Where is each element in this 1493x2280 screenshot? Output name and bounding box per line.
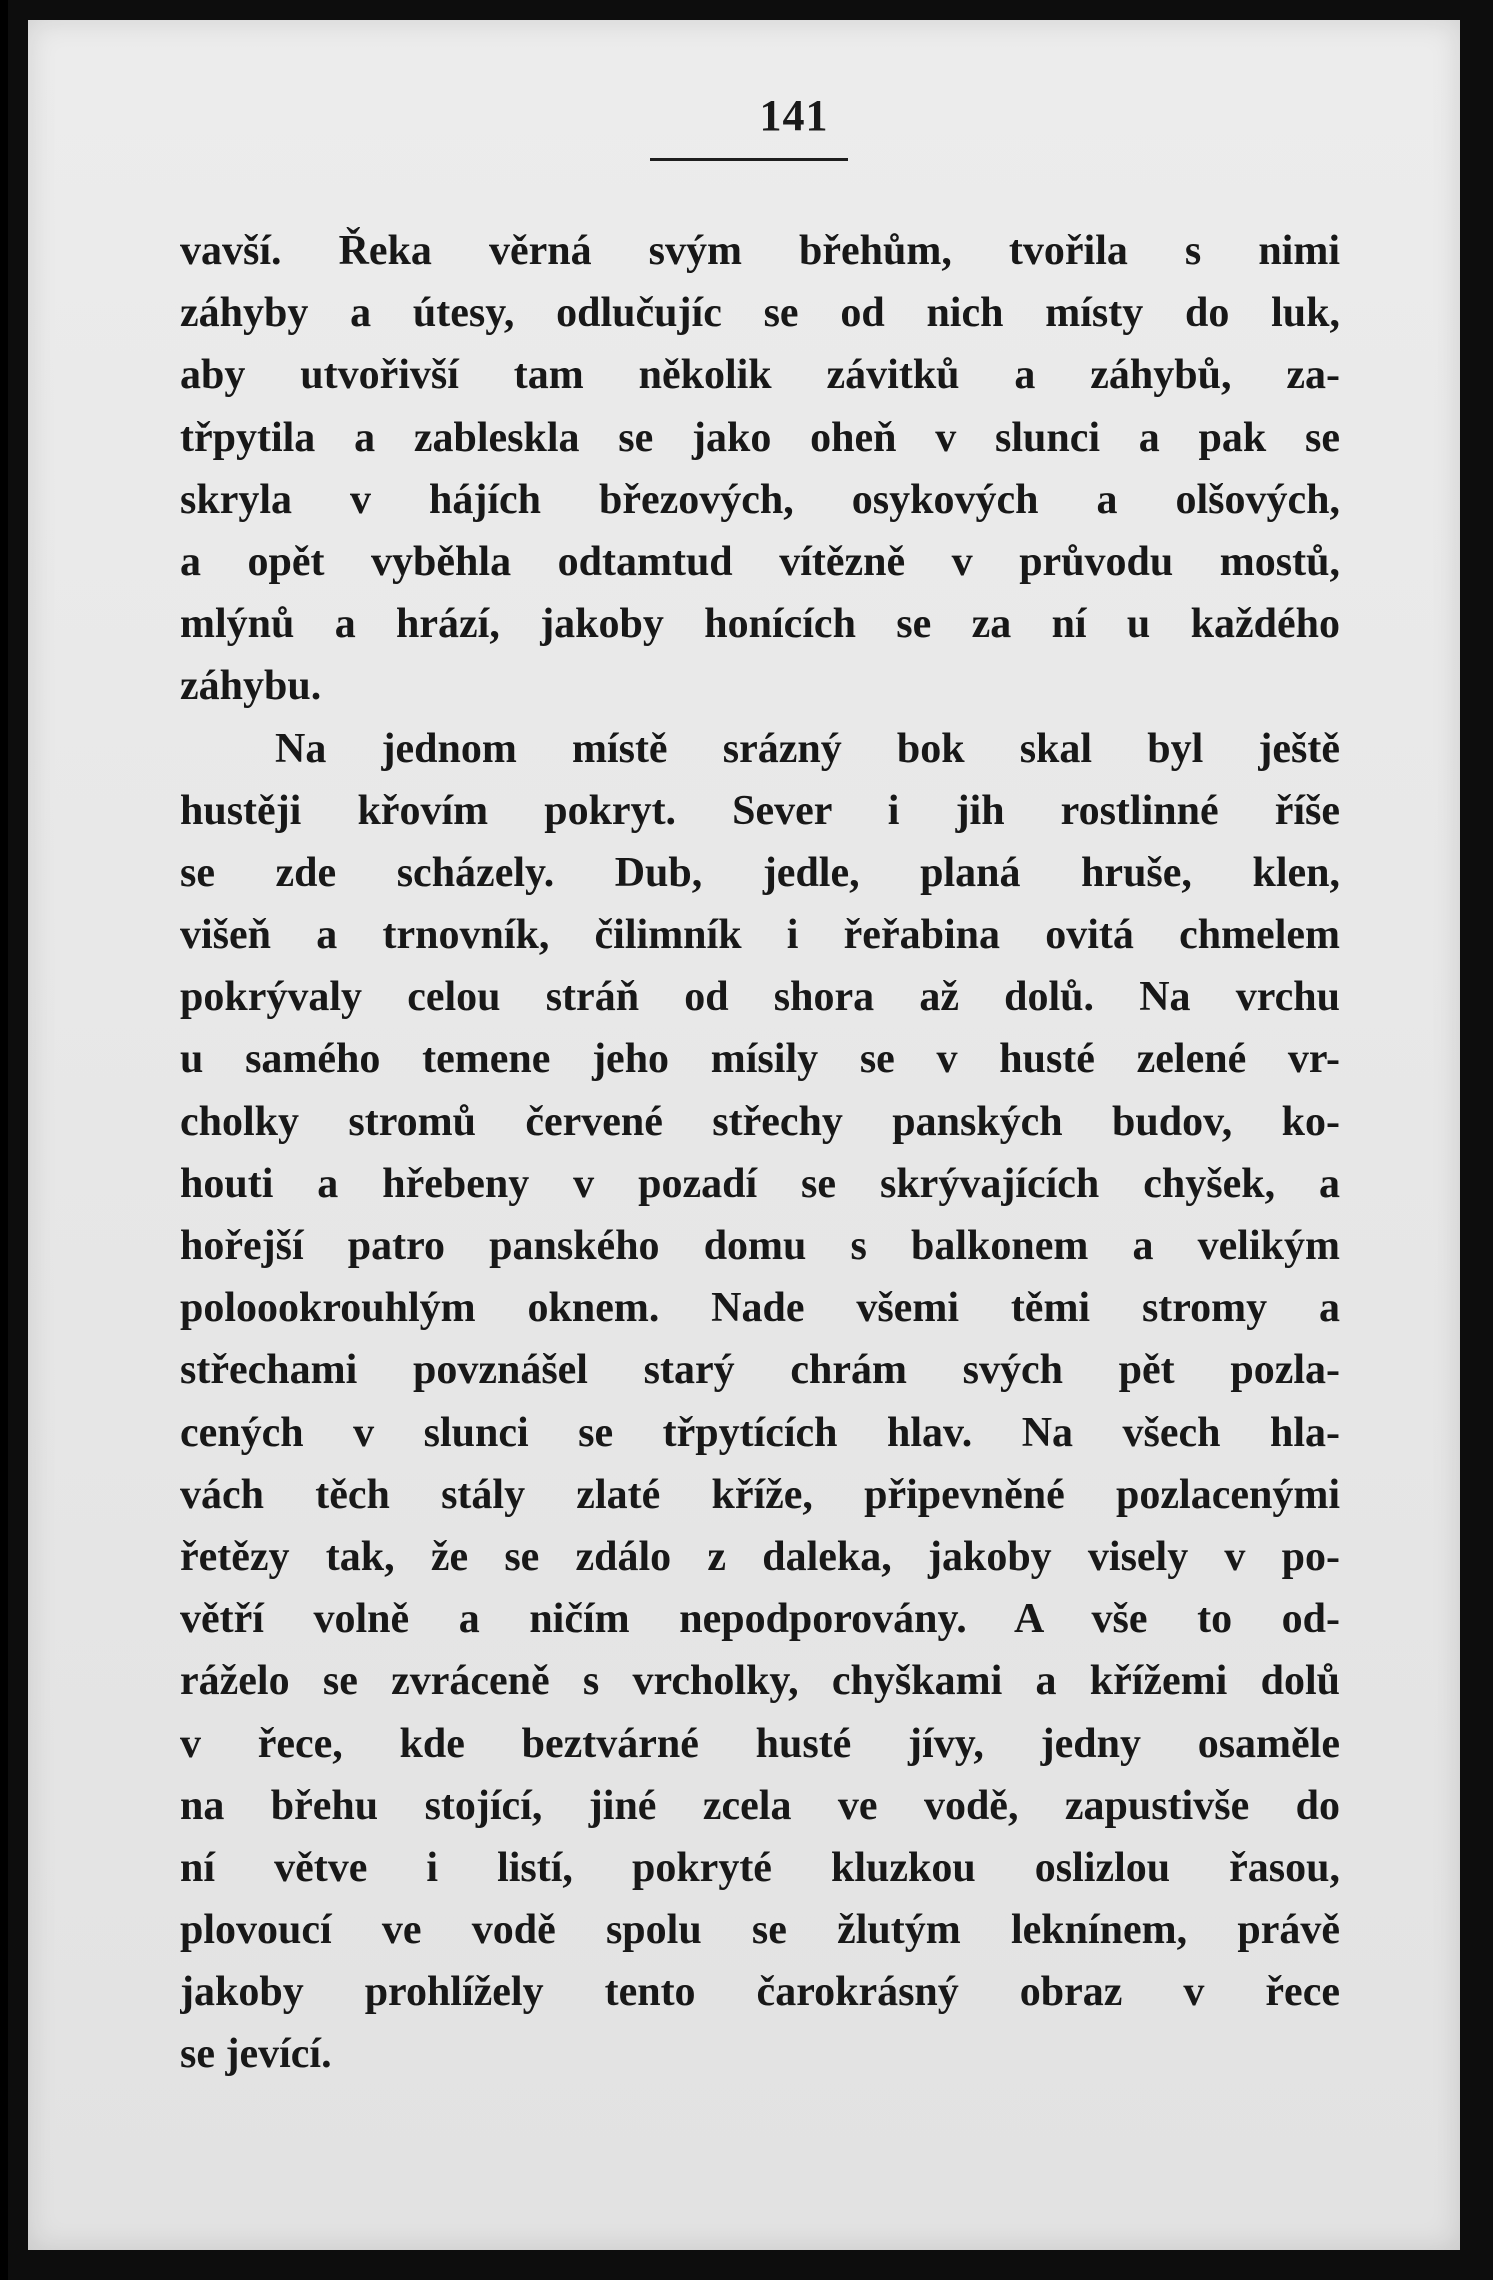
text-line: hustěji křovím pokryt. Sever i jih rostlinné říše [180,787,1340,834]
text-line: houti a hřebeny v pozadí se skrývajících chyšek, a [180,1160,1340,1207]
text-line: záhyby a útesy, odlučujíc se od nich místy do luk, [180,290,1340,337]
text-line: cholky stromů červené střechy panských budov, ko- [180,1098,1340,1145]
header-rule [650,158,848,161]
text-line: střechami povznášel starý chrám svých pět pozla- [180,1347,1340,1394]
text-line: na břehu stojící, jiné zcela ve vodě, zapustivše do [180,1782,1340,1829]
text-line: jakoby prohlížely tento čarokrásný obraz v řece [180,1969,1340,2016]
text-line: u samého temene jeho mísily se v husté zelené vr- [180,1036,1340,1083]
text-line: ráželo se zvráceně s vrcholky, chyškami a křížemi dolů [180,1658,1340,1705]
body-text [180,220,1340,2086]
text-line: hořejší patro panského domu s balkonem a velikým [180,1223,1340,1269]
text-line: skryla v hájích březových, osykových a olšových, [180,476,1340,523]
text-line: mlýnů a hrází, jakoby honících se za ní u každého [180,601,1340,648]
text-line: aby utvořivší tam několik závitků a záhybů, za- [180,352,1340,399]
text-line: ní větve i listí, pokryté kluzkou oslizlou řasou, [180,1844,1340,1891]
book-page [28,20,1460,2250]
text-line: plovoucí ve vodě spolu se žlutým leknínem, právě [180,1907,1340,1954]
text-line: višeň a trnovník, čilimník i řeřabina ovitá chmelem [180,912,1340,959]
text-line: se zde scházely. Dub, jedle, planá hruše, klen, [180,849,1340,896]
text-line: záhybu. [180,663,322,710]
text-line: třpytila a zableskla se jako oheň v slunci a pak se [180,414,1340,461]
text-line: a opět vyběhla odtamtud vítězně v průvodu mostů, [180,538,1340,585]
text-line: řetězy tak, že se zdálo z daleka, jakoby visely v po- [180,1533,1340,1580]
text-line: vách těch stály zlaté kříže, připevněné pozlacenými [180,1471,1340,1518]
text-line: cených v slunci se třpytících hlav. Na všech hla- [180,1409,1340,1456]
text-line: pokrývaly celou stráň od shora až dolů. Na vrchu [180,974,1340,1021]
page-header [28,90,1460,141]
text-line: v řece, kde beztvárné husté jívy, jedny osaměle [180,1720,1340,1767]
page-number: 141 [759,91,829,140]
text-line: se jevící. [180,2031,332,2078]
binding-edge [0,0,8,2280]
text-line: větří volně a ničím nepodporovány. A vše to od- [180,1596,1340,1643]
text-line: Na jednom místě srázný bok skal byl ještě [275,725,1340,772]
text-line: vavší. Řeka věrná svým břehům, tvořila s nimi [180,228,1340,274]
text-line: poloookrouhlým oknem. Nade všemi těmi stromy a [180,1285,1340,1332]
